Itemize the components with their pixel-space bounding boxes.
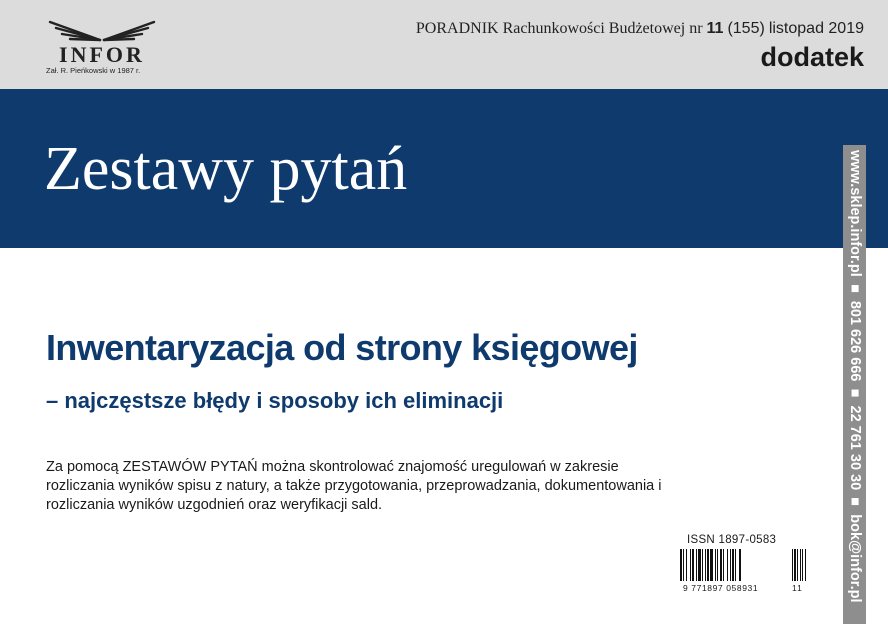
issn-label: ISSN 1897-0583: [687, 534, 777, 546]
supplement-label: dodatek: [760, 42, 864, 72]
issue-number: 11: [706, 20, 724, 37]
barcode-addon: 11: [792, 583, 803, 593]
series-title: Zestawy pytań: [44, 135, 408, 203]
logo-subtitle: Zał. R. Pieńkowski w 1987 r.: [46, 66, 141, 75]
publication-series: PORADNIK Rachunkowości Budżetowej: [415, 20, 686, 37]
publisher-logo: [44, 18, 174, 78]
wings-icon: [44, 18, 160, 44]
description-text: Za pomocą ZESTAWÓW PYTAŃ można skontrolować znajomość uregulowań w zakresie rozliczania wyników spisu z natury, a także przygotowania, przeprowadzania, dokumentowania i rozliczania wyników uzgodnień oraz weryfikacji sald.: [46, 459, 662, 513]
contact-info: www.sklep.infor.pl ■ 801 626 666 ■ 22 761 30 30 ■ bok@infor.pl: [847, 150, 863, 603]
issue-total: (155): [727, 20, 765, 37]
barcode: [680, 549, 812, 583]
issue-prefix: nr: [689, 20, 703, 37]
barcode-digits: 9 771897 058931: [683, 583, 759, 593]
main-subheadline: – najczęstsze błędy i sposoby ich eliminacji: [46, 388, 504, 413]
main-headline: Inwentaryzacja od strony księgowej: [46, 327, 638, 368]
logo-wordmark: INFOR: [59, 42, 145, 67]
publication-line: [416, 20, 864, 38]
issue-date: listopad 2019: [768, 20, 864, 37]
